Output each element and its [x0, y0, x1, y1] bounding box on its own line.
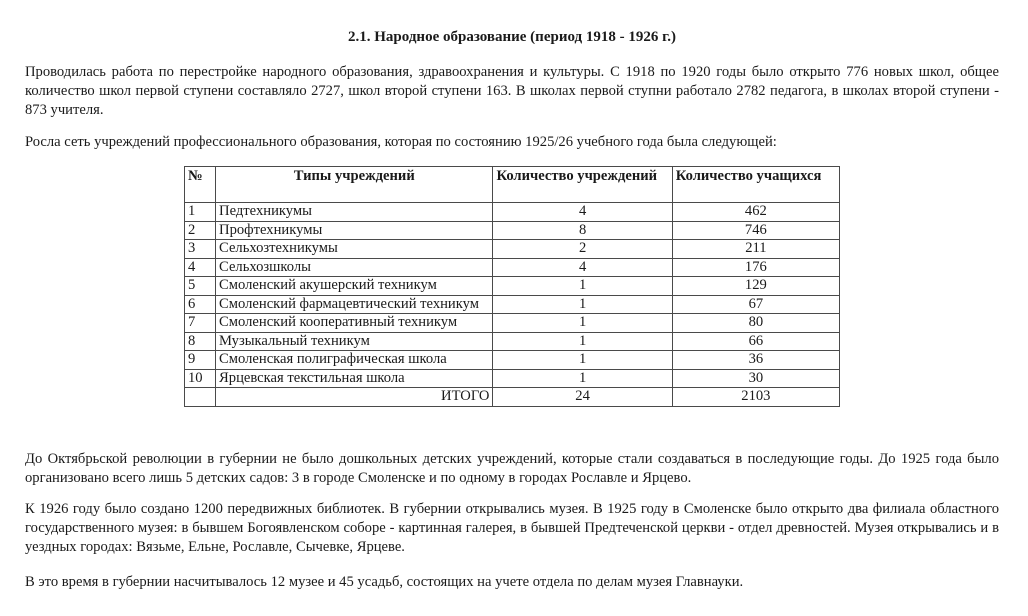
header-student-count: Количество учащихся [672, 167, 839, 203]
row-students: 462 [672, 203, 839, 222]
row-students: 129 [672, 277, 839, 296]
row-type: Смоленский фармацевтический техникум [216, 295, 493, 314]
row-number: 10 [185, 369, 216, 388]
row-count: 1 [493, 351, 672, 370]
row-number: 5 [185, 277, 216, 296]
table-row [185, 295, 840, 314]
row-count: 1 [493, 332, 672, 351]
row-type: Сельхозшколы [216, 258, 493, 277]
row-type: Смоленская полиграфическая школа [216, 351, 493, 370]
row-type: Музыкальный техникум [216, 332, 493, 351]
table-header-row [185, 167, 840, 203]
row-count: 1 [493, 314, 672, 333]
section-heading: 2.1. Народное образование (период 1918 - 1926 г.) [348, 29, 676, 45]
table-row [185, 203, 840, 222]
row-count: 1 [493, 277, 672, 296]
row-number: 7 [185, 314, 216, 333]
row-type: Смоленский акушерский техникум [216, 277, 493, 296]
table-row [185, 240, 840, 259]
row-number: 3 [185, 240, 216, 259]
table-row [185, 221, 840, 240]
total-count: 24 [493, 388, 672, 407]
row-number: 9 [185, 351, 216, 370]
row-type: Ярцевская текстильная школа [216, 369, 493, 388]
row-students: 211 [672, 240, 839, 259]
row-students: 30 [672, 369, 839, 388]
row-number: 8 [185, 332, 216, 351]
table-row [185, 277, 840, 296]
table-row [185, 332, 840, 351]
row-count: 4 [493, 258, 672, 277]
table-row [185, 369, 840, 388]
table-total-row [185, 388, 840, 407]
header-institution-count: Количество учреждений [493, 167, 672, 203]
row-count: 1 [493, 295, 672, 314]
row-type: Педтехникумы [216, 203, 493, 222]
row-count: 1 [493, 369, 672, 388]
total-students: 2103 [672, 388, 839, 407]
paragraph-vocational-intro: Росла сеть учреждений профессионального образования, которая по состоянию 1925/26 учебного года была следующей: [25, 134, 777, 150]
header-institution-type: Типы учреждений [216, 167, 493, 203]
row-students: 746 [672, 221, 839, 240]
paragraph-school-reform: Проводилась работа по перестройке народного образования, здравоохранения и культуры. С 1918 по 1920 годы было открыто 776 новых школ, общее количество школ первой ступени составляло 2727, школ второй ступени 163. В школах первой ступни работало 2782 педагога, в школах второй ступени - 873 учителя. [25, 64, 999, 118]
row-students: 67 [672, 295, 839, 314]
row-number: 6 [185, 295, 216, 314]
row-students: 176 [672, 258, 839, 277]
row-number: 2 [185, 221, 216, 240]
institutions-table [184, 166, 840, 407]
row-type: Профтехникумы [216, 221, 493, 240]
row-students: 36 [672, 351, 839, 370]
total-label: ИТОГО [216, 388, 493, 407]
row-type: Сельхозтехникумы [216, 240, 493, 259]
row-number: 4 [185, 258, 216, 277]
table-row [185, 258, 840, 277]
table-row [185, 314, 840, 333]
paragraph-libraries-museums: К 1926 году было создано 1200 передвижных библиотек. В губернии открывались музея. В 1925 году в Смоленске было открыто два филиала областного государственного музея: в бывшем Богоявленском соборе - картинная галерея, в бывшей Предтеченской церкви - отдел древностей. Музея открывались и в уездных городах: Вязьме, Ельне, Рославле, Сычевке, Ярцеве. [25, 501, 999, 555]
row-count: 2 [493, 240, 672, 259]
row-students: 80 [672, 314, 839, 333]
row-type: Смоленский кооперативный техникум [216, 314, 493, 333]
paragraph-preschool: До Октябрьской революции в губернии не было дошкольных детских учреждений, которые стали создаваться в последующие годы. До 1925 года было организовано всего лишь 5 детских садов: 3 в городе Смоленске и по одному в городах Рославле и Ярцево. [25, 451, 999, 486]
total-number-cell [185, 388, 216, 407]
row-count: 4 [493, 203, 672, 222]
row-students: 66 [672, 332, 839, 351]
paragraph-museum-count: В это время в губернии насчитывалось 12 музее и 45 усадьб, состоящих на учете отдела по делам музея Главнауки. [25, 574, 744, 590]
table-row [185, 351, 840, 370]
header-number: № [185, 167, 216, 203]
row-count: 8 [493, 221, 672, 240]
row-number: 1 [185, 203, 216, 222]
